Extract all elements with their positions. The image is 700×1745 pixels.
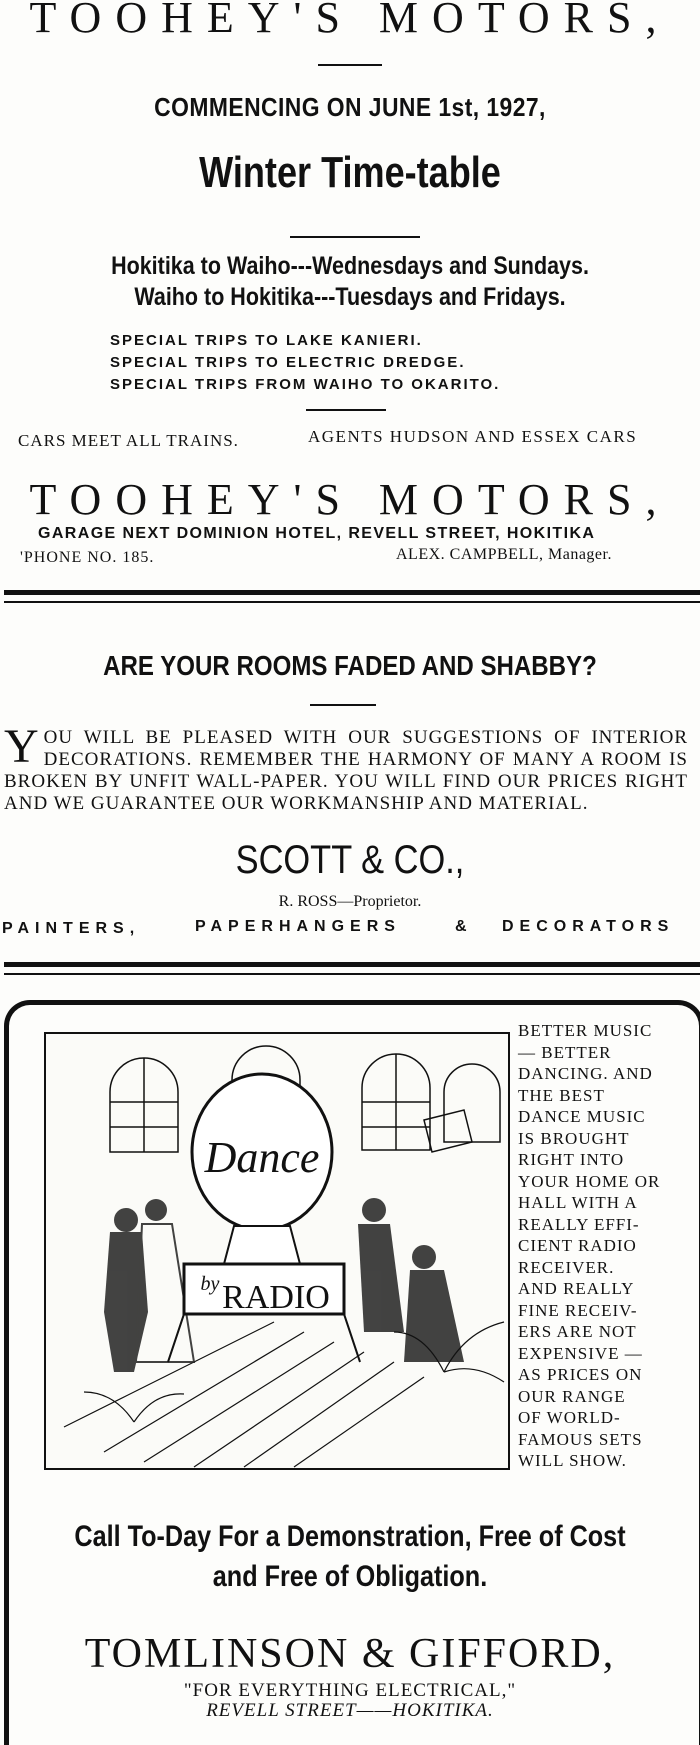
radio-copy-line: YOUR HOME OR — [518, 1171, 661, 1191]
tomlinson-address: REVELL STREET——HOKITIKA. — [206, 1700, 494, 1721]
divider — [310, 704, 376, 706]
commencing-date: COMMENCING ON JUNE 1st, 1927, — [154, 92, 546, 122]
radio-copy-line: RECEIVER. — [518, 1257, 615, 1277]
manager-name: ALEX. CAMPBELL, Manager. — [396, 546, 612, 563]
trade-painters: PAINTERS, — [2, 920, 141, 937]
scott-proprietor: R. ROSS—Proprietor. — [278, 893, 422, 910]
toohey-footer-title: TOOHEY'S MOTORS, — [29, 475, 671, 524]
trade-ampersand: & — [455, 918, 473, 935]
radio-copy-line: FINE RECEIV- — [518, 1300, 638, 1320]
scott-body-rest: DECORATIONS. REMEMBER THE HARMONY OF MANY A ROOM IS BROKEN BY UNFIT WALL-PAPER. YOU WILL FIND OUR PRICES RIGHT AND WE GUARANTEE OUR WORKMANSHIP AND MATERIAL. — [4, 749, 688, 814]
special-trip-item: SPECIAL TRIPS TO ELECTRIC DREDGE. — [110, 354, 466, 371]
short-divider — [318, 64, 382, 66]
scott-firm-name: SCOTT & CO., — [235, 838, 465, 882]
timetable-title: Winter Time-table — [199, 148, 501, 197]
radio-copy-line: EXPENSIVE — — [518, 1343, 643, 1363]
radio-copy-line: AND REALLY — [518, 1279, 635, 1298]
radio-copy-line: OUR RANGE — [518, 1386, 626, 1406]
route-waiho-hokitika: Waiho to Hokitika---Tuesdays and Fridays. — [134, 283, 566, 311]
radio-copy — [518, 1020, 678, 1472]
special-trip-item: SPECIAL TRIPS FROM WAIHO TO OKARITO. — [110, 376, 501, 393]
radio-copy-line: FAMOUS SETS — [518, 1429, 643, 1449]
illustration-word-by: by — [200, 1273, 220, 1295]
radio-copy-line: IS BROUGHT — [518, 1128, 630, 1148]
trade-decorators: DECORATORS — [502, 918, 675, 935]
radio-copy-line: CIENT RADIO — [518, 1236, 637, 1255]
radio-copy-line: ERS ARE NOT — [518, 1322, 637, 1341]
agents-line: AGENTS HUDSON AND ESSEX CARS — [308, 427, 638, 446]
scott-body-first: OU WILL BE PLEASED WITH OUR SUGGESTIONS OF INTERIOR — [43, 727, 688, 748]
radio-copy-line: OF WORLD- — [518, 1408, 621, 1427]
scott-headline: ARE YOUR ROOMS FADED AND SHABBY? — [103, 650, 597, 681]
drop-cap: Y — [4, 720, 40, 773]
toohey-header-title: TOOHEY'S MOTORS, — [29, 0, 671, 42]
radio-copy-line: RIGHT INTO — [518, 1150, 625, 1169]
illustration-word-dance: Dance — [204, 1133, 320, 1182]
scott-body — [4, 720, 688, 815]
radio-copy-line: REALLY EFFI- — [518, 1214, 640, 1234]
radio-copy-line: BETTER MUSIC — [518, 1021, 653, 1040]
section-rule — [4, 962, 700, 967]
phone-number: 'PHONE NO. 185. — [20, 549, 155, 566]
section-rule — [4, 973, 700, 975]
divider — [306, 409, 386, 411]
trade-paperhangers: PAPERHANGERS — [195, 918, 401, 935]
radio-copy-line: DANCING. AND — [518, 1064, 653, 1083]
divider — [290, 236, 420, 238]
call-today-line-2: and Free of Obligation. — [212, 1560, 488, 1593]
section-rule — [4, 601, 700, 603]
garage-address: GARAGE NEXT DOMINION HOTEL, REVELL STREET, HOKITIKA — [38, 525, 596, 542]
radio-copy-line: — BETTER — [518, 1042, 612, 1062]
radio-copy-line: WILL SHOW. — [518, 1451, 627, 1470]
radio-copy-line: HALL WITH A — [518, 1193, 638, 1212]
dance-illustration — [44, 1032, 510, 1470]
tomlinson-slogan: "FOR EVERYTHING ELECTRICAL," — [183, 1680, 517, 1701]
illustration-word-radio: RADIO — [222, 1279, 330, 1316]
special-trip-item: SPECIAL TRIPS TO LAKE KANIERI. — [110, 332, 423, 349]
cars-meet-trains: CARS MEET ALL TRAINS. — [18, 431, 239, 450]
special-trips-list — [110, 330, 500, 396]
section-rule — [4, 590, 700, 595]
radio-copy-line: THE BEST — [518, 1085, 605, 1105]
tomlinson-gifford-firm: TOMLINSON & GIFFORD, — [84, 1631, 616, 1677]
route-hokitika-waiho: Hokitika to Waiho---Wednesdays and Sundays. — [111, 252, 589, 280]
radio-copy-line: DANCE MUSIC — [518, 1107, 646, 1126]
call-today-line-1: Call To-Day For a Demonstration, Free of Cost — [74, 1520, 626, 1553]
radio-copy-line: AS PRICES ON — [518, 1365, 643, 1384]
